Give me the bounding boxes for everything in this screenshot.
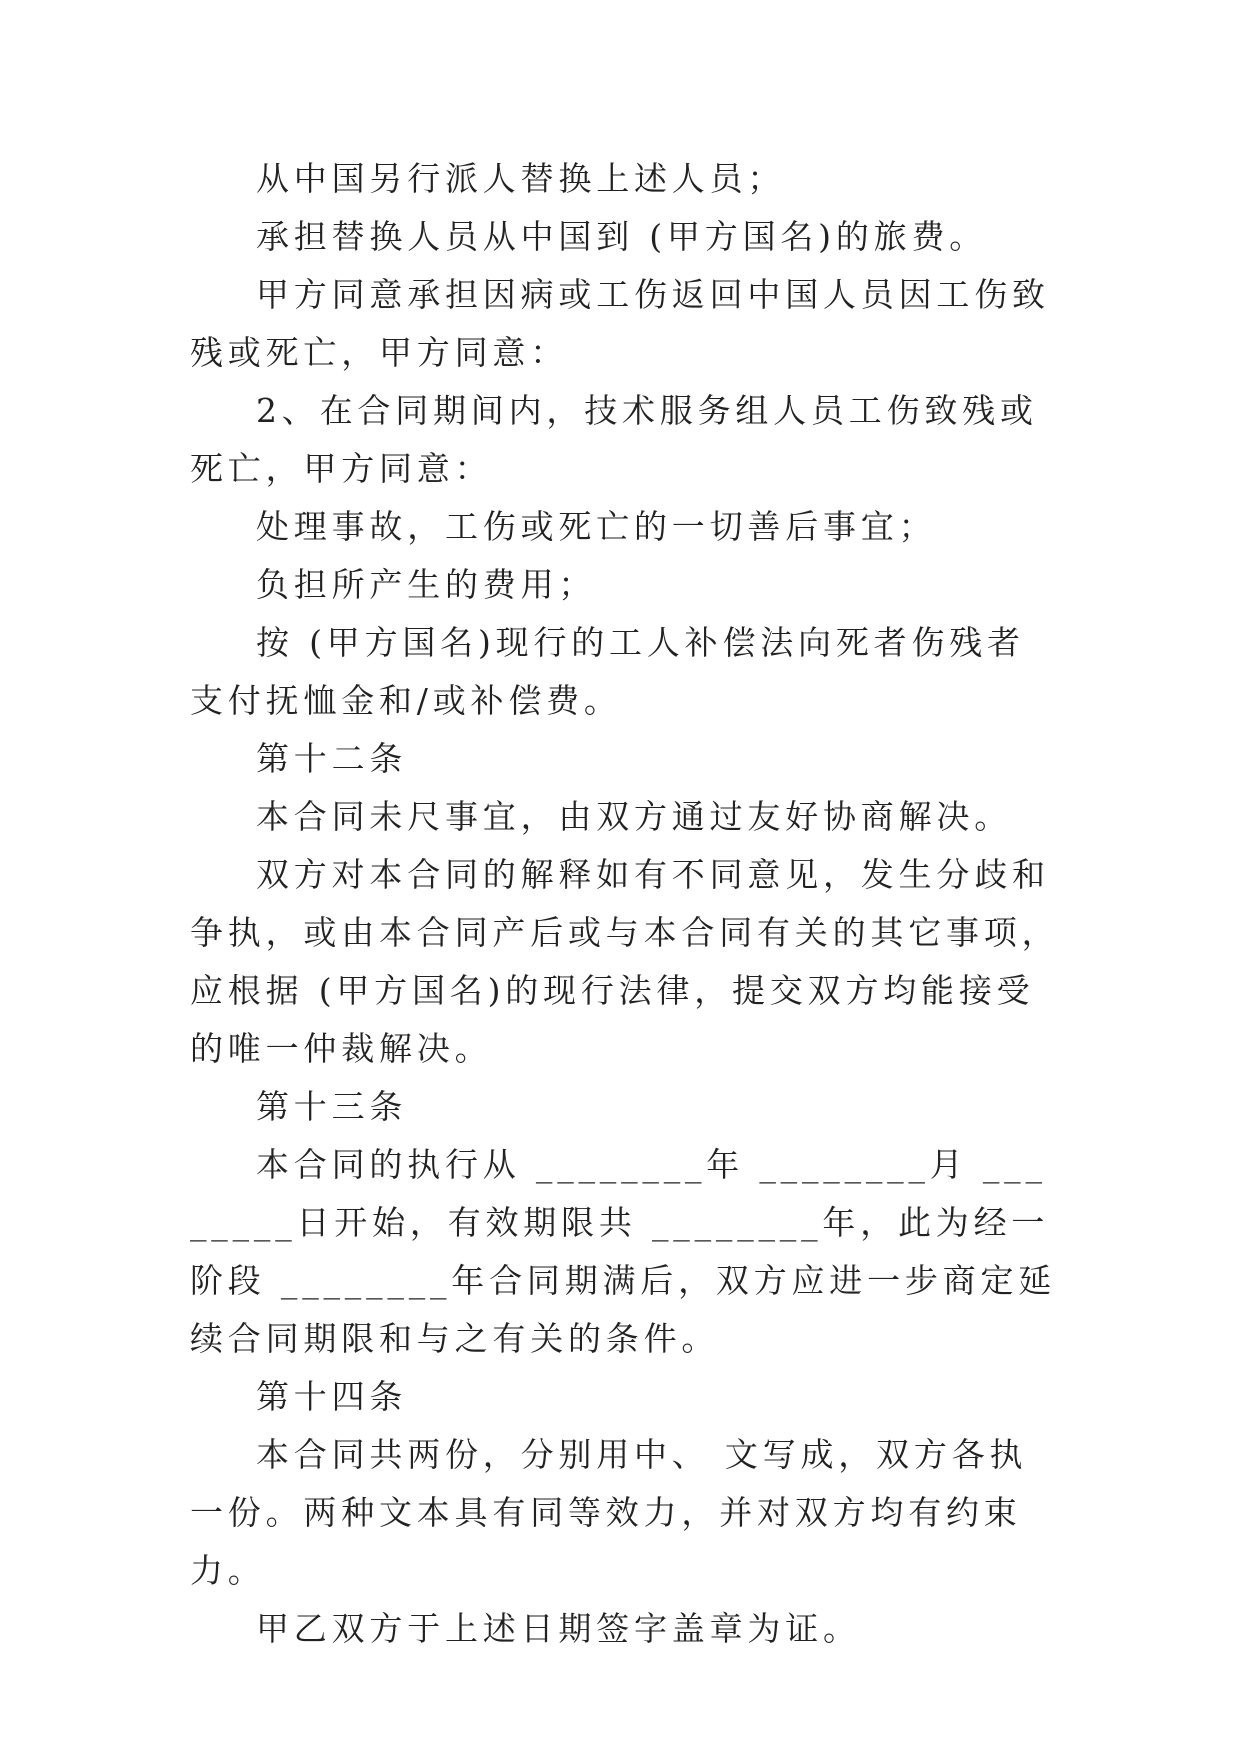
paragraph: 本合同未尺事宜，由双方通过友好协商解决。 — [256, 797, 1012, 836]
paragraph: 2、在合同期间内，技术服务组人员工伤致残或死亡，甲方同意： — [190, 391, 1038, 488]
paragraph: 双方对本合同的解释如有不同意见，发生分歧和争执，或由本合同产后或与本合同有关的其它事项，应根据 (甲方国名)的现行法律，提交双方均能接受的唯一仲裁解决。 — [190, 855, 1060, 1068]
article-heading: 第十二条 — [256, 739, 408, 778]
article-heading: 第十四条 — [256, 1377, 408, 1416]
document-body — [190, 150, 1060, 1658]
paragraph: 甲方同意承担因病或工伤返回中国人员因工伤致残或死亡，甲方同意： — [190, 275, 1050, 372]
paragraph: 负担所产生的费用； — [256, 565, 597, 604]
paragraph: 甲乙双方于上述日期签字盖章为证。 — [256, 1609, 861, 1648]
paragraph: 从中国另行派人替换上述人员； — [256, 159, 786, 198]
paragraph: 本合同的执行从 ________年 ________月 ________日开始，有效期限共 ________年，此为经一阶段 ________年合同期满后，双方应进一步商定延续合同期限和与之有关的条件。 — [190, 1145, 1057, 1358]
paragraph: 本合同共两份，分别用中、 文写成，双方各执一份。两种文本具有同等效力，并对双方均有约束力。 — [190, 1435, 1028, 1590]
paragraph: 按 (甲方国名)现行的工人补偿法向死者伤残者支付抚恤金和/或补偿费。 — [190, 623, 1025, 720]
paragraph: 承担替换人员从中国到 (甲方国名)的旅费。 — [256, 217, 988, 256]
paragraph: 处理事故，工伤或死亡的一切善后事宜； — [256, 507, 937, 546]
article-heading: 第十三条 — [256, 1087, 408, 1126]
